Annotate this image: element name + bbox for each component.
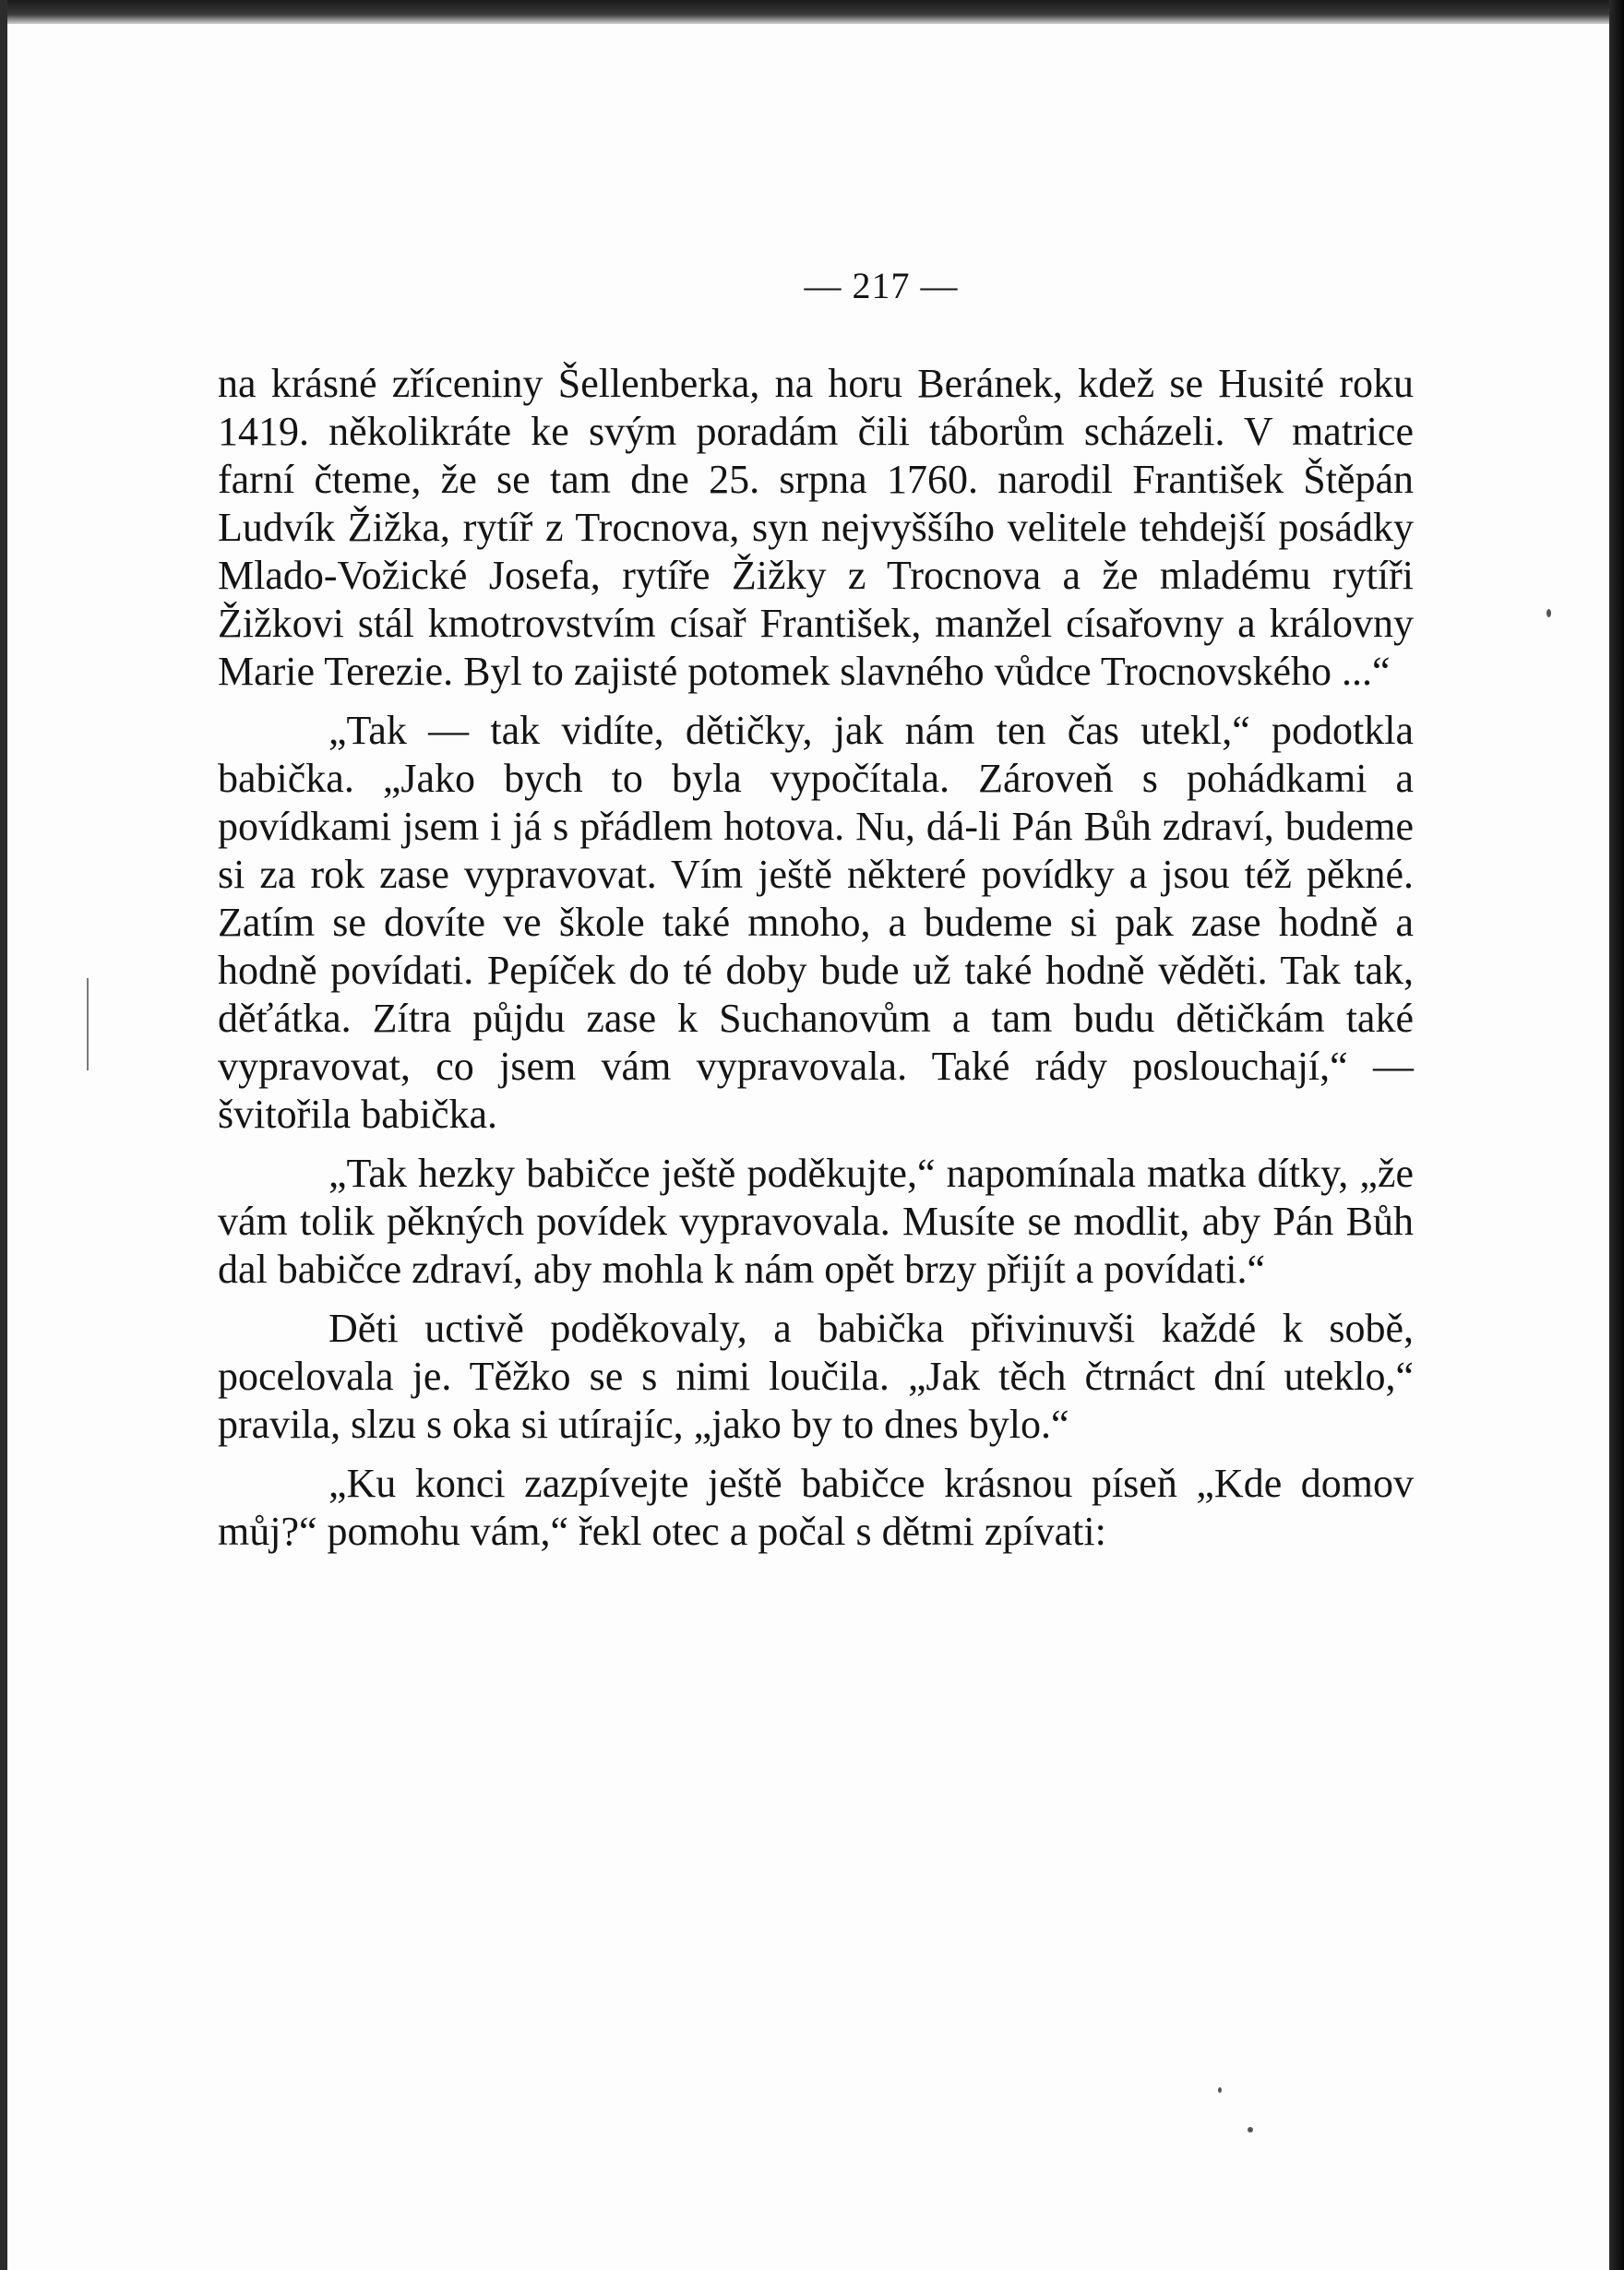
scan-right-edge [1609,0,1624,2270]
paragraph: „Ku konci zazpívejte ještě babičce krásnou píseň „Kde domov můj?“ pomohu vám,“ řekl otec a počal s dětmi zpívati: [218,1461,1414,1554]
scan-speck [1248,2127,1253,2133]
scan-left-edge [0,0,7,2270]
scan-speck [1218,2087,1222,2093]
body-text [218,360,1414,1567]
page-number: — 217 — [804,265,959,306]
paragraph: na krásné zříceniny Šellenberka, na horu Beránek, kdež se Husité roku 1419. několikráte ke svým poradám čili táborům scházeli. V matrice farní čteme, že se tam dne 25. srpna 1760. narodil František Štěpán Ludvík Žižka, rytíř z Trocnova, syn nejvyššího velitele tehdejší posádky Mlado-Vožické Josefa, rytíře Žižky z Trocnova a že mladému rytíři Žižkovi stál kmotrovstvím císař František, manžel císařovny a královny Marie Terezie. Byl to zajisté potomek slavného vůdce Trocnovského ...“ [218,361,1414,694]
scan-top-edge [0,0,1624,24]
scan-mark [87,978,89,1070]
paragraph: „Tak hezky babičce ještě poděkujte,“ napomínala matka dítky, „že vám tolik pěkných povídek vypravovala. Musíte se modlit, aby Pán Bůh dal babičce zdraví, aby mohla k nám opět brzy přijít a povídati.“ [218,1151,1414,1292]
paragraph: „Tak — tak vidíte, dětičky, jak nám ten čas utekl,“ podotkla babička. „Jako bych to byla vypočítala. Zároveň s pohádkami a povídkami jsem i já s přádlem hotova. Nu, dá-li Pán Bůh zdraví, budeme si za rok zase vypravovat. Vím ještě některé povídky a jsou též pěkné. Zatím se dovíte ve škole také mnoho, a budeme si pak zase hodně a hodně povídati. Pepíček do té doby bude už také hodně věděti. Tak tak, děťátka. Zítra půjdu zase k Suchanovům a tam budu dětičkám také vypravovat, co jsem vám vypravovala. Také rády poslouchají,“ — švitořila babička. [218,708,1414,1137]
scan-speck [1546,609,1551,617]
paragraph: Děti uctivě poděkovaly, a babička přivinuvši každé k sobě, pocelovala je. Těžko se s nimi loučila. „Jak těch čtrnáct dní uteklo,“ pravila, slzu s oka si utírajíc, „jako by to dnes bylo.“ [218,1306,1414,1447]
